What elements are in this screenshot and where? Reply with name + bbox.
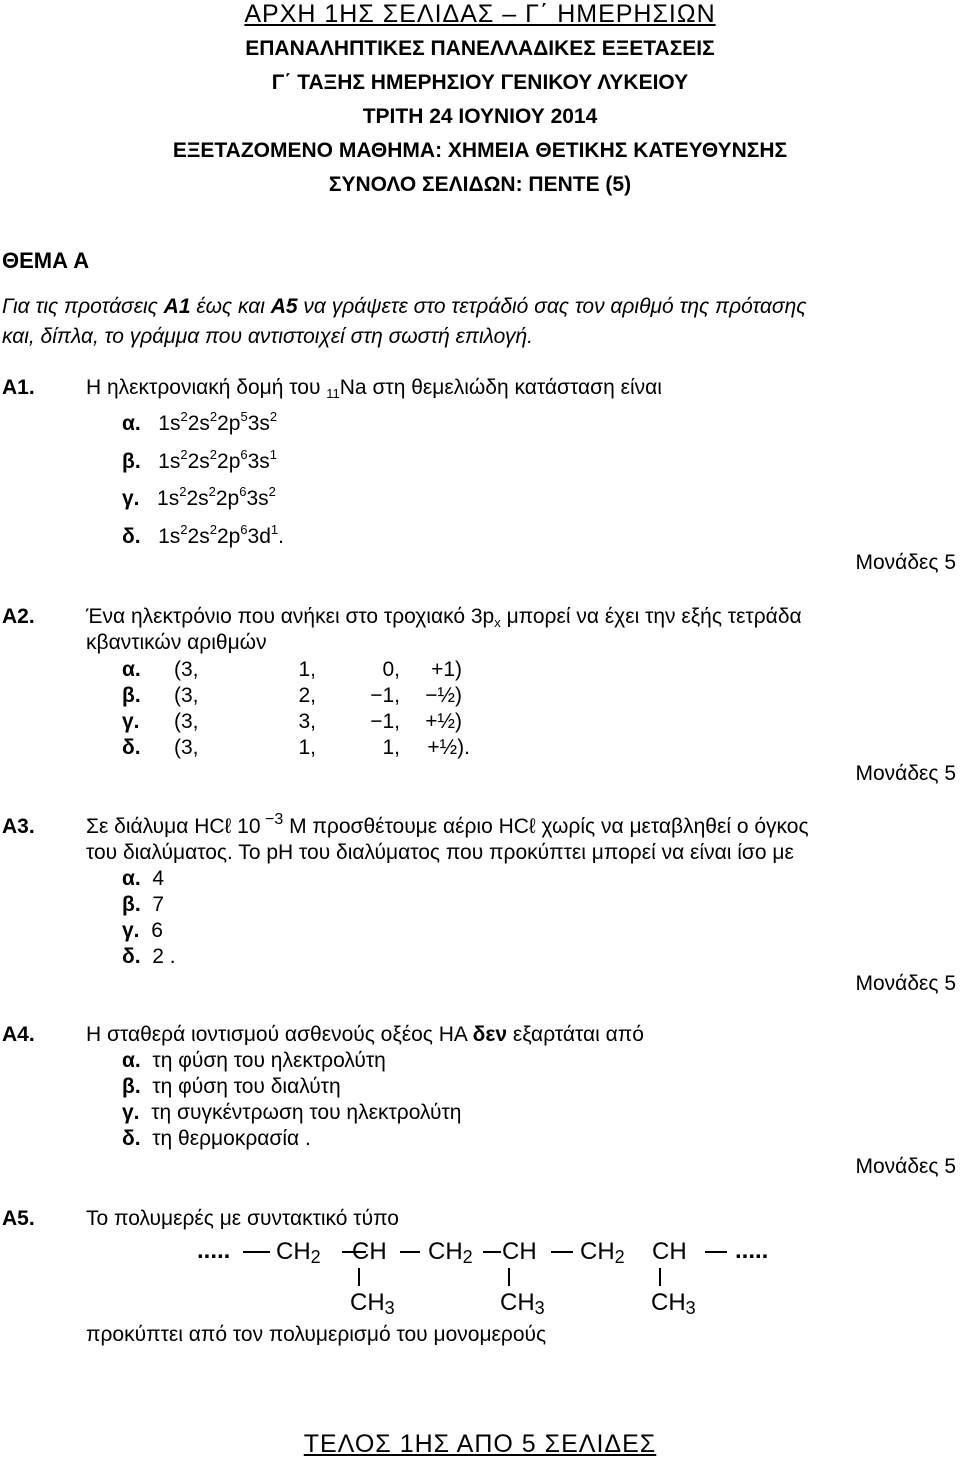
option-b: β. $1s^22s^22p^63s^1$ [122, 447, 278, 473]
section-title: ΘΕΜΑ Α [2, 248, 90, 273]
bond-line [358, 1268, 360, 1286]
bond-line [243, 1251, 270, 1253]
chain-dots-right: ..... [735, 1237, 769, 1264]
bond-line [508, 1268, 510, 1286]
question-stem: Η σταθερά ιοντισμού ασθενούς οξέος ΗΑ δεν εξαρτάται από [86, 1023, 644, 1046]
question-number: Α3. [2, 815, 35, 838]
option-a: α. $1s^22s^22p^53s^2$ [122, 409, 278, 435]
question-stem: Το πολυμερές με συντακτικό τύπο [86, 1207, 399, 1230]
option-a: α. τη φύση του ηλεκτρολύτη [122, 1049, 386, 1072]
option-b: β. τη φύση του διαλύτη [122, 1075, 341, 1098]
bond-line [483, 1251, 501, 1253]
chain-dots-left: ..... [197, 1237, 231, 1264]
ch2-group: $CH_2$ [580, 1238, 625, 1267]
option-c: γ. τη συγκέντρωση του ηλεκτρολύτη [122, 1101, 462, 1124]
option-b: β. (3, 2, −1, −½) [122, 684, 462, 707]
bond-line [659, 1268, 661, 1286]
option-a: α. (3, 1, 0, +1) [122, 658, 462, 681]
option-c: γ. 6 [122, 919, 163, 942]
question-stem: Ένα ηλεκτρόνιο που ανήκει στο τροχιακό $3p_x$ μπορεί να έχει την εξής τετράδα [86, 605, 802, 630]
bond-line [705, 1251, 727, 1253]
option-a: α. 4 [122, 867, 165, 890]
class-line: Γ΄ ΤΑΞΗΣ ΗΜΕΡΗΣΙΟΥ ΓΕΝΙΚΟΥ ΛΥΚΕΙΟΥ [271, 71, 689, 94]
date-line: ΤΡΙΤΗ 24 ΙΟΥΝΙΟΥ 2014 [362, 105, 598, 128]
pages-line: ΣΥΝΟΛΟ ΣΕΛΙΔΩΝ: ΠΕΝΤΕ (5) [328, 173, 632, 196]
ch2-group: $CH_2$ [428, 1238, 473, 1267]
marks-label: Μονάδες 5 [855, 1155, 956, 1178]
section-intro-line1: Για τις προτάσεις Α1 έως και Α5 να γράψετε στο τετράδιό σας τον αριθμό της πρότασης [2, 295, 807, 318]
page-footer: ΤΕΛΟΣ 1ΗΣ ΑΠΟ 5 ΣΕΛΙΔΕΣ [303, 1430, 657, 1458]
ch3-group: $CH_3$ [350, 1289, 395, 1318]
section-intro-line2: και, δίπλα, το γράμμα που αντιστοιχεί στη σωστή επιλογή. [2, 325, 533, 348]
exam-line: ΕΠΑΝΑΛΗΠΤΙΚΕΣ ΠΑΝΕΛΛΑΔΙΚΕΣ ΕΞΕΤΑΣΕΙΣ [245, 37, 715, 60]
question-number: Α2. [2, 605, 35, 628]
question-stem: Σε διάλυμα HCℓ 10 $^{-3}$ M προσθέτουμε αέριο HCℓ χωρίς να μεταβληθεί ο όγκος [86, 811, 809, 838]
subject-line: ΕΞΕΤΑΖΟΜΕΝΟ ΜΑΘΗΜΑ: ΧΗΜΕΙΑ ΘΕΤΙΚΗΣ ΚΑΤΕΥΘΥΝΣΗΣ [172, 139, 788, 162]
question-stem-line2: κβαντικών αριθμών [86, 631, 267, 654]
question-stem-tail: προκύπτει από τον πολυμερισμό του μονομερούς [86, 1323, 547, 1346]
question-number: Α5. [2, 1207, 35, 1230]
option-b: β. 7 [122, 893, 165, 916]
bond-line [551, 1251, 573, 1253]
marks-label: Μονάδες 5 [855, 762, 956, 785]
ch3-group: $CH_3$ [500, 1289, 545, 1318]
question-stem: Η ηλεκτρονιακή δομή του $_{11}$Na στη θεμελιώδη κατάσταση είναι [86, 376, 662, 401]
option-c: γ. $1s^22s^22p^63s^2$ [122, 484, 276, 510]
question-stem-line2: του διαλύματος. Το pH του διαλύματος που προκύπτει μπορεί να είναι ίσο με [86, 841, 794, 864]
ch-group: CH [652, 1238, 687, 1265]
option-d: δ. τη θερμοκρασία . [122, 1127, 311, 1150]
option-d: δ. $1s^22s^22p^63d^1$. [122, 522, 284, 548]
ch-group: CH [352, 1238, 387, 1265]
bond-line [400, 1251, 420, 1253]
option-d: δ. (3, 1, 1, +½). [122, 736, 470, 759]
option-c: γ. (3, 3, −1, +½) [122, 710, 462, 733]
ch-group: CH [502, 1238, 537, 1265]
option-d: δ. 2 . [122, 945, 176, 968]
question-number: Α1. [2, 376, 35, 399]
page-header-title: ΑΡΧΗ 1ΗΣ ΣΕΛΙΔΑΣ – Γ΄ ΗΜΕΡΗΣΙΩΝ [244, 0, 716, 28]
marks-label: Μονάδες 5 [855, 551, 956, 574]
marks-label: Μονάδες 5 [855, 972, 956, 995]
question-number: Α4. [2, 1023, 35, 1046]
ch2-group: $CH_2$ [276, 1238, 321, 1267]
ch3-group: $CH_3$ [651, 1289, 696, 1318]
